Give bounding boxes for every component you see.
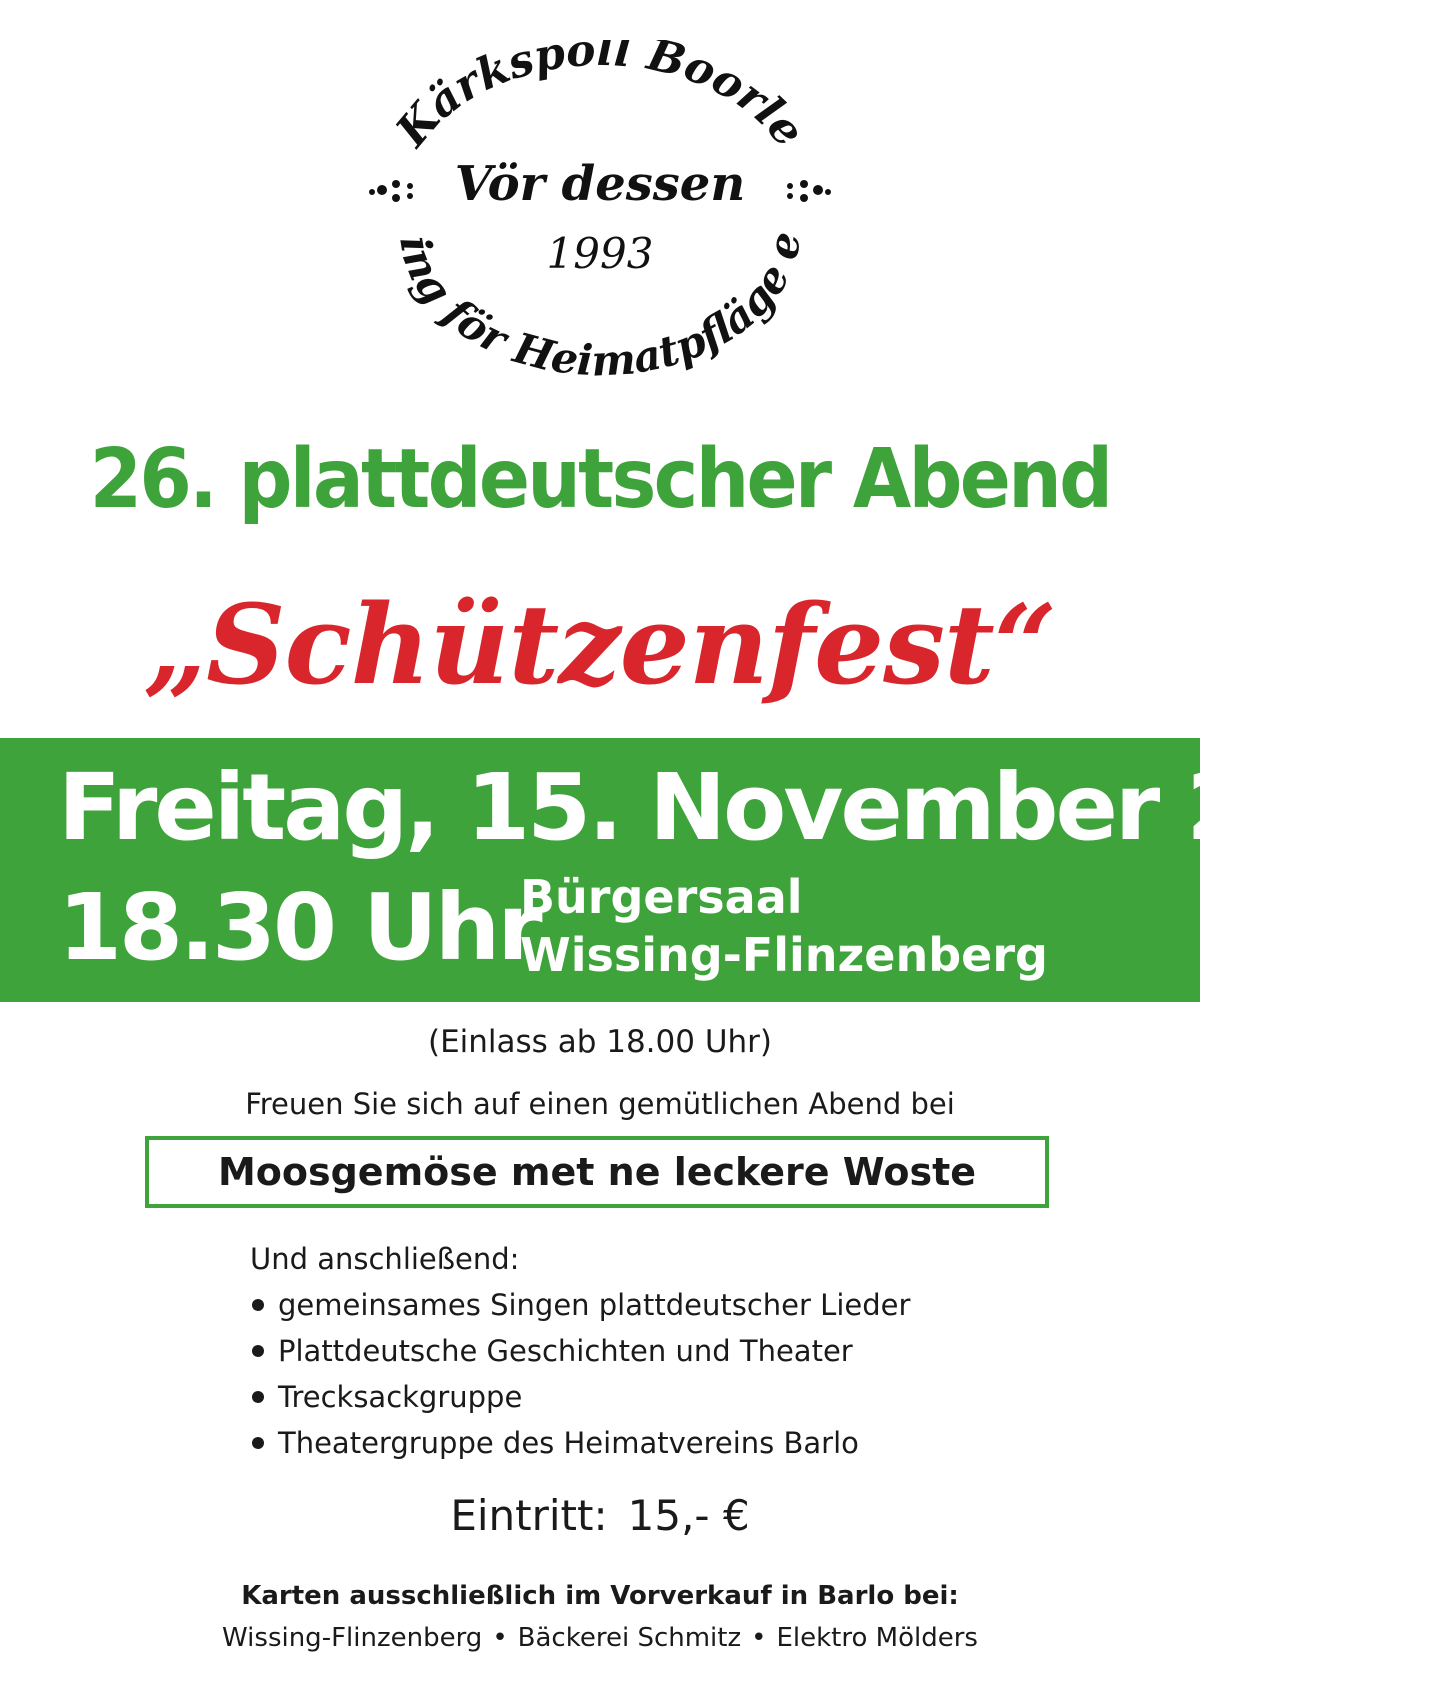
venue-line-1: Bürgersaal: [520, 870, 803, 924]
event-headline: 26. plattdeutscher Abend: [89, 432, 1111, 527]
event-time: 18.30 Uhr: [58, 874, 540, 981]
list-item: [250, 1420, 910, 1466]
bullet-icon: [252, 1345, 264, 1357]
program-section: [250, 1236, 910, 1466]
entry-price: [0, 1488, 1200, 1544]
seal-arc-top-path: Kärkspöll Boorle: [386, 40, 815, 157]
left-flourish-icon: [369, 180, 413, 202]
tickets-title: Karten ausschließlich im Vorverkauf in Barlo bei:: [241, 1581, 959, 1611]
venue-line-2: Wissing-Flinzenberg: [520, 928, 1048, 982]
bullet-icon: [252, 1391, 264, 1403]
event-date: Freitag, 15. November 2019: [58, 754, 1430, 861]
list-item: [250, 1374, 910, 1420]
event-venue: [520, 868, 1048, 984]
admission-time: (Einlass ab 18.00 Uhr): [427, 1024, 772, 1060]
list-item-text: Plattdeutsche Geschichten und Theater: [278, 1334, 853, 1368]
entry-label: Eintritt:: [450, 1491, 608, 1540]
entry-amount: 15,- €: [627, 1491, 750, 1540]
list-item: [250, 1282, 910, 1328]
date-band: [0, 738, 1430, 1002]
shop-name: Wissing-Flinzenberg: [222, 1623, 483, 1653]
shop-name: Bäckerei Schmitz: [517, 1623, 742, 1653]
tickets-shops: [0, 1620, 1200, 1656]
separator-dot-icon: •: [492, 1623, 508, 1653]
separator-dot-icon: •: [751, 1623, 767, 1653]
seal-arc-top: [385, 40, 814, 158]
list-item: [250, 1328, 910, 1374]
list-item-text: gemeinsames Singen plattdeutscher Lieder: [278, 1288, 911, 1322]
bullet-icon: [252, 1299, 264, 1311]
seal-center-text: Vör dessen: [454, 156, 746, 212]
seal-year: 1993: [546, 229, 654, 278]
right-flourish-icon: [787, 180, 831, 202]
event-subtitle: „Schützenfest“: [143, 580, 1057, 709]
shop-name: Elektro Mölders: [776, 1623, 978, 1653]
club-logo-seal: [360, 40, 840, 400]
invitation-text: Freuen Sie sich auf einen gemütlichen Abend bei: [245, 1087, 955, 1121]
list-item-text: Theatergruppe des Heimatvereins Barlo: [278, 1426, 859, 1460]
dish-box: [145, 1136, 1049, 1208]
seal-arc-bottom-path: ing för Heimatpfläge e: [390, 228, 811, 386]
seal-graphic: [360, 40, 840, 400]
bullet-icon: [252, 1437, 264, 1449]
list-item-text: Trecksackgruppe: [278, 1380, 523, 1414]
dish-text: Moosgemöse met ne leckere Woste: [217, 1150, 977, 1194]
program-intro: Und anschließend:: [250, 1242, 520, 1276]
program-list: [250, 1282, 910, 1466]
